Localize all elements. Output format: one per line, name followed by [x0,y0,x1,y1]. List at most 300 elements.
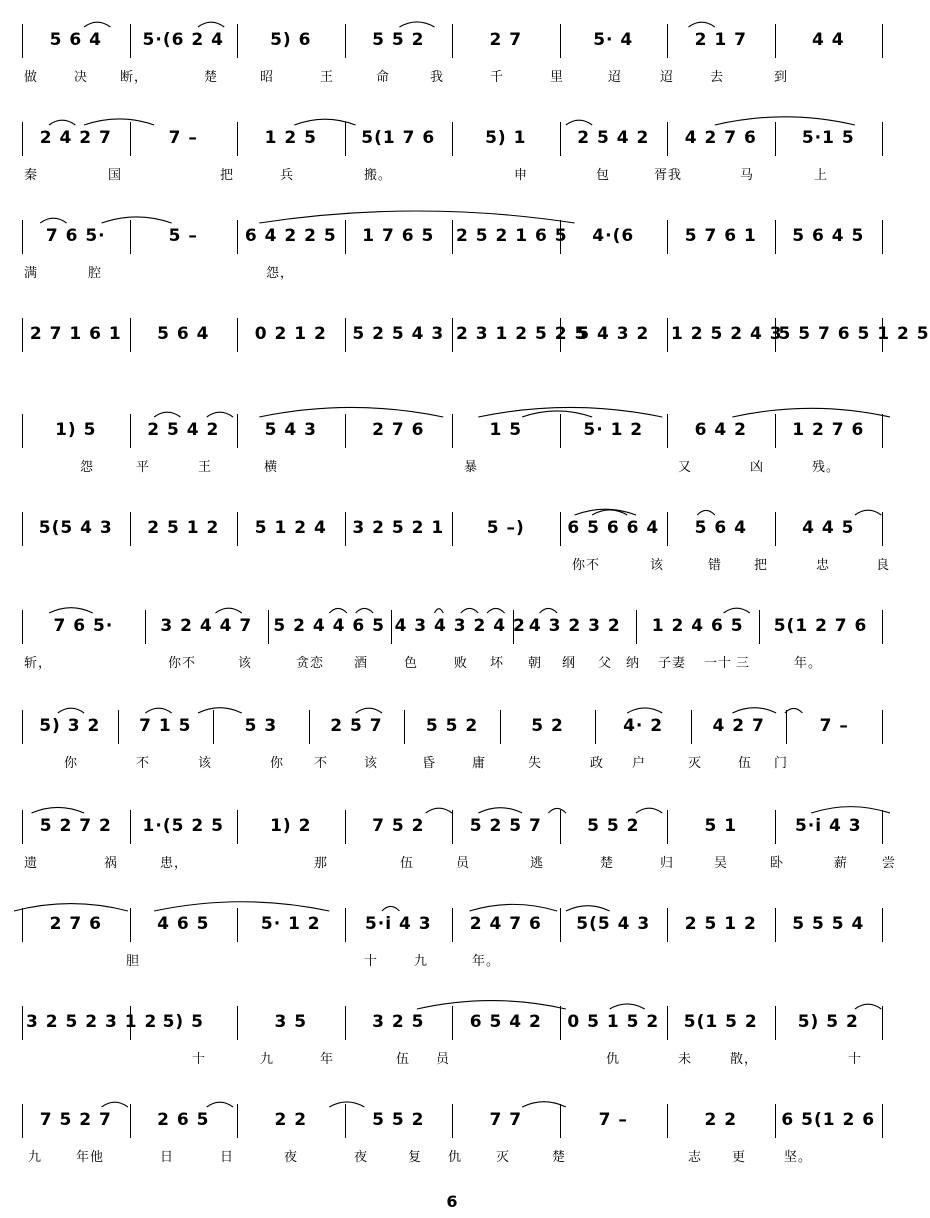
slur-arc [215,608,241,613]
lyrics-line [24,164,884,186]
lyric-syllable: 九 [414,954,429,969]
lyrics-line [24,1146,884,1168]
measure: 5) 5 2 [797,1012,859,1032]
bar-line [882,610,883,644]
lyrics-line [24,262,884,284]
lyric-syllable: 灭 [688,756,703,771]
lyric-syllable: 把 [754,558,769,573]
lyric-syllable: 搬。 [364,168,393,183]
lyric-syllable: 该 [650,558,665,573]
lyric-syllable: 该 [238,656,253,671]
measure: 2 7 6 [372,420,425,440]
lyric-syllable: 卧 [770,856,785,871]
measure: 3 2 5 2 1 [352,518,445,538]
measure: 6 5 6 6 4 [567,518,660,538]
measure: 2 1 7 [694,30,747,50]
lyric-syllable: 你 [64,756,79,771]
slur-layer [14,800,890,814]
measure: 4 4 [811,30,845,50]
lyrics-line [24,554,891,576]
slur-arc [434,609,443,613]
slur-arc [259,211,574,223]
measure: 7 5 2 [372,816,425,836]
slur-arc [478,808,522,813]
measure: 5·1 5 [801,128,855,148]
measure: 2 5 1 2 [684,914,757,934]
slur-layer [14,112,890,126]
notation-system [14,308,930,408]
lyric-syllable: 该 [364,756,379,771]
measure: 4·(6 [592,226,635,246]
slur-arc [84,119,154,125]
slur-arc [566,906,610,911]
lyric-syllable: 怨 [80,460,95,475]
measure: 5) 1 [485,128,527,148]
lyric-syllable: 暴 [464,460,479,475]
lyrics-line [24,360,884,382]
lyric-syllable: 楚 [552,1150,567,1165]
measure: 2 5 4 2 [577,128,650,148]
slur-arc [84,22,110,27]
lyric-syllable: 秦 [24,168,39,183]
measure: 1 2 5 [264,128,317,148]
measure: 2 5 4 2 [147,420,220,440]
lyric-syllable: 夜 [284,1150,299,1165]
slur-arc [724,608,750,613]
lyric-syllable: 凶 [750,460,765,475]
measure: 6 4 2 [694,420,747,440]
measure: 5 2 5 7 [469,816,542,836]
lyric-syllable: 千 [490,70,505,85]
lyric-syllable: 里 [550,70,565,85]
notation-system [14,800,897,900]
slur-layer [14,600,890,614]
measure: 7 – [168,128,198,148]
bar-line [882,220,883,254]
measure: 5 4 3 [264,420,317,440]
lyric-syllable: 你不 [168,656,197,671]
measure: 4 3 4 3 2 4 2 [394,616,526,636]
slur-layer [14,996,890,1010]
slur-arc [259,407,443,417]
lyric-syllable: 良 [876,558,891,573]
measure: 5 7 6 1 [684,226,757,246]
measure: 5(1 7 6 [361,128,436,148]
measure: 2 7 6 [49,914,102,934]
slur-arc [522,1102,566,1107]
slur-arc [356,608,374,613]
slur-layer [14,14,890,28]
lyric-syllable: 员 [436,1052,451,1067]
measure: 5) 6 [270,30,312,50]
slur-arc [697,510,715,515]
lyric-syllable: 九 [28,1150,43,1165]
lyric-syllable: 命 [376,70,391,85]
lyric-syllable: 年。 [472,954,501,969]
slur-arc [198,22,224,27]
measure: 5) 3 2 [39,716,101,736]
lyric-syllable: 失 [528,756,543,771]
slur-arc [855,1004,881,1009]
lyric-syllable: 员 [456,856,471,871]
slur-arc [461,608,479,613]
slur-layer [14,700,890,714]
notation-system [14,996,890,1096]
lyric-syllable: 王 [320,70,335,85]
measure: 5 5 2 [372,30,425,50]
lyric-syllable: 胥我 [654,168,683,183]
bar-line [882,414,883,448]
slur-arc [732,408,890,417]
slur-layer [14,308,890,322]
lyric-syllable: 十 [192,1052,207,1067]
measure: 4· 2 [623,716,664,736]
lyric-syllable: 平 [136,460,151,475]
lyric-syllable: 胆 [126,954,141,969]
measure: 2 7 1 6 1 [29,324,122,344]
measure: 5 2 [531,716,564,736]
lyrics-line [24,456,884,478]
lyric-syllable: 不 [136,756,151,771]
slur-layer [14,210,890,224]
lyric-syllable: 九 [260,1052,275,1067]
measure: 1 2 4 6 5 [651,616,744,636]
slur-arc [811,807,890,813]
measure: 7 5 2 7 [39,1110,112,1130]
lyric-syllable: 忠 [816,558,831,573]
lyric-syllable: 到 [774,70,789,85]
slur-arc [145,708,171,713]
lyric-syllable: 我 [430,70,445,85]
lyric-syllable: 贪恋 [296,656,325,671]
measure: 5 2 4 4 6 5 [273,616,385,636]
slur-arc [417,1001,566,1009]
slur-arc [329,1102,364,1107]
measure: 5(1 5 2 [683,1012,758,1032]
lyric-syllable: 楚 [204,70,219,85]
lyrics-line [24,652,884,674]
slur-arc [689,22,715,27]
lyrics-line [24,66,884,88]
measure: 5 5 5 4 [792,914,865,934]
lyric-syllable: 残。 [812,460,841,475]
notation-system [14,14,890,114]
lyric-syllable: 满 [24,266,39,281]
lyric-syllable: 伍 [400,856,415,871]
notation-system [14,1094,890,1194]
measure: 7 – [598,1110,628,1130]
lyric-syllable: 横 [264,460,279,475]
lyrics-line [24,950,884,972]
lyric-syllable: 迢 [660,70,675,85]
slur-arc [610,1004,645,1009]
lyric-syllable: 年。 [794,656,823,671]
notation-system [14,700,890,800]
measure: 5 – [168,226,198,246]
lyric-syllable: 逃 [530,856,545,871]
slur-arc [154,902,329,911]
lyric-syllable: 国 [108,168,123,183]
measure: 5· 1 2 [583,420,644,440]
lyric-syllable: 坏 [490,656,505,671]
lyric-syllable: 马 [740,168,755,183]
lyric-syllable: 夜 [354,1150,369,1165]
measure: 5 6 4 [157,324,210,344]
notation-system [14,404,890,504]
slur-arc [329,608,347,613]
bar-line [882,512,883,546]
slur-arc [32,807,85,813]
measure: 5 1 [704,816,738,836]
lyric-syllable: 一十 [704,656,733,671]
measure: 3 5 [274,1012,308,1032]
measure: 2 7 [489,30,523,50]
measure: 5 6 4 [694,518,747,538]
measure: 5 6 4 [49,30,102,50]
lyric-syllable: 兵 [280,168,295,183]
lyric-syllable: 政 [590,756,605,771]
slur-arc [356,708,382,713]
slur-arc [382,906,400,911]
measure: 5(1 2 7 6 [773,616,868,636]
slur-arc [548,808,566,813]
slur-arc [198,708,242,713]
slur-arc [540,608,558,613]
slur-arc [785,708,803,713]
lyric-syllable: 纲 [562,656,577,671]
bar-line [882,810,883,844]
lyric-syllable: 年他 [76,1150,105,1165]
measure: 2 5 1 2 [147,518,220,538]
measure: 5 5 2 [587,816,640,836]
slur-arc [207,1102,233,1107]
lyric-syllable: 十 [848,1052,863,1067]
notation-system [14,502,890,602]
lyric-syllable: 楚 [600,856,615,871]
lyric-syllable: 腔 [88,266,103,281]
lyric-syllable: 更 [732,1150,747,1165]
measure: 5(5 4 3 [38,518,113,538]
slur-arc [566,120,592,125]
measure: 2 2 [274,1110,308,1130]
lyric-syllable: 上 [814,168,829,183]
lyric-syllable: 又 [678,460,693,475]
bar-line [882,122,883,156]
measure: 7 1 5 [139,716,192,736]
lyric-syllable: 日 [220,1150,235,1165]
lyric-syllable: 坚。 [784,1150,813,1165]
notation-system [14,112,890,212]
bar-line [882,1006,883,1040]
notation-system [14,600,890,700]
lyric-syllable: 色 [404,656,419,671]
slur-layer [14,404,890,418]
lyrics-line [24,1048,884,1070]
measure: 4 3 2 3 2 [528,616,621,636]
slur-arc [487,608,505,613]
measure: 7 6 5· [45,226,106,246]
measure: 6 5 4 2 [469,1012,542,1032]
measure: 5(5 4 3 [576,914,651,934]
measure: 5 5 2 [425,716,479,736]
slur-arc [102,217,172,223]
measure: 3 2 4 4 7 [160,616,253,636]
lyric-syllable: 朝 [528,656,543,671]
lyric-syllable: 三 [736,656,751,671]
measure: 5 2 7 2 [39,816,112,836]
lyric-syllable: 患， [160,856,189,871]
lyric-syllable: 薪 [834,856,849,871]
measure: 1) 5 [55,420,97,440]
lyric-syllable: 你 [270,756,285,771]
slur-arc [426,808,452,813]
notation-system [14,210,890,310]
slur-layer [14,898,890,912]
lyric-syllable: 日 [160,1150,175,1165]
lyric-syllable: 昭 [260,70,275,85]
lyric-syllable: 仇 [448,1150,463,1165]
slur-arc [855,510,881,515]
lyric-syllable: 伍 [396,1052,411,1067]
notation-system [14,898,890,998]
bar-line [882,710,883,744]
measure: 1) 2 [270,816,312,836]
measure: 4 2 7 [712,716,765,736]
measure: 0 2 1 2 [254,324,327,344]
measure: 2 5 7 [330,716,383,736]
lyric-syllable: 十 [364,954,379,969]
lyric-syllable: 祸 [104,856,119,871]
slur-arc [154,412,180,417]
measure: 1 2 5 2 4 3 [671,324,783,344]
slur-arc [715,117,855,125]
measure: 2 5 2 1 6 5 [456,226,568,246]
measure: 2 3 1 2 5 2 5 [456,324,588,344]
lyric-syllable: 错 [708,558,723,573]
lyric-syllable: 迢 [608,70,623,85]
measure: 5 4 3 2 [577,324,650,344]
slur-layer [14,502,890,516]
lyric-syllable: 归 [660,856,675,871]
measure: 5· 1 2 [260,914,321,934]
measure: 5 2 5 4 3 [352,324,445,344]
measure: 5 5 2 [372,1110,425,1130]
measure: 2 4 7 6 [469,914,542,934]
measure: 1 5 [489,420,523,440]
lyric-syllable: 昏 [422,756,437,771]
lyric-syllable: 斩， [24,656,53,671]
slur-arc [732,708,776,713]
bar-line [882,908,883,942]
lyric-syllable: 那 [314,856,329,871]
slur-arc [40,218,66,223]
lyric-syllable: 做 [24,70,39,85]
lyric-syllable: 灭 [496,1150,511,1165]
lyric-syllable: 未 [678,1052,693,1067]
lyric-syllable: 怨， [266,266,295,281]
lyric-syllable: 断， [120,70,149,85]
measure: 5·i 4 3 [794,816,862,836]
measure: 5·(6 2 4 [142,30,224,50]
page-number: 6 [446,1192,458,1211]
bar-line [882,24,883,58]
slur-arc [399,22,434,27]
lyrics-line [24,752,884,774]
slur-arc [102,1102,128,1107]
measure: 5·i 4 3 [364,914,432,934]
lyric-syllable: 门 [774,756,789,771]
measure: 1 7 6 5 [362,226,435,246]
slur-arc [207,412,233,417]
measure: 5 5 7 6 5 1 2 5 [778,324,930,344]
slur-arc [470,904,558,911]
measure: 1·(5 2 5 [142,816,224,836]
slur-arc [49,608,93,613]
measure: 4 4 5 [802,518,855,538]
measure: 7 7 [489,1110,523,1130]
lyric-syllable: 包 [596,168,611,183]
lyric-syllable: 尝 [882,856,897,871]
measure: 7 6 5· [53,616,114,636]
lyric-syllable: 伍 [738,756,753,771]
measure: 7 – [819,716,849,736]
measure: 5 3 [244,716,278,736]
measure: 1 2 7 6 [792,420,865,440]
slur-arc [627,708,662,713]
lyric-syllable: 吴 [714,856,729,871]
measure: 5 –) [486,518,525,538]
measure: 5 1 2 4 [254,518,327,538]
measure: 2 6 5 [157,1110,210,1130]
slur-layer [14,1094,890,1108]
lyric-syllable: 决 [74,70,89,85]
measure: 5) 5 [162,1012,204,1032]
slur-arc [14,904,128,911]
measure: 3 2 5 [372,1012,425,1032]
slur-arc [49,120,75,125]
lyric-syllable: 败 [454,656,469,671]
measure: 6 5(1 2 6 [781,1110,876,1130]
lyric-syllable: 庸 [472,756,487,771]
lyric-syllable: 酒 [354,656,369,671]
measure: 2 2 [704,1110,738,1130]
lyric-syllable: 纳 [626,656,641,671]
lyric-syllable: 子妻 [658,656,687,671]
lyric-syllable: 复 [408,1150,423,1165]
measure: 4 6 5 [157,914,210,934]
slur-arc [522,411,592,417]
lyric-syllable: 散， [730,1052,759,1067]
bar-line [882,1104,883,1138]
lyric-syllable: 把 [220,168,235,183]
lyric-syllable: 志 [688,1150,703,1165]
lyric-syllable: 王 [198,460,213,475]
measure: 3 2 5 2 3 1 2 [26,1012,158,1032]
measure: 6 4 2 2 5 [244,226,337,246]
measure: 0 5 1 5 2 [567,1012,660,1032]
lyric-syllable: 年 [320,1052,335,1067]
lyric-syllable: 不 [314,756,329,771]
slur-arc [58,708,84,713]
lyric-syllable: 申 [514,168,529,183]
lyric-syllable: 你不 [572,558,601,573]
lyric-syllable: 去 [710,70,725,85]
measure: 5 6 4 5 [792,226,865,246]
slur-arc [294,119,355,125]
lyric-syllable: 该 [198,756,213,771]
slur-arc [636,808,662,813]
measure: 5· 4 [593,30,634,50]
